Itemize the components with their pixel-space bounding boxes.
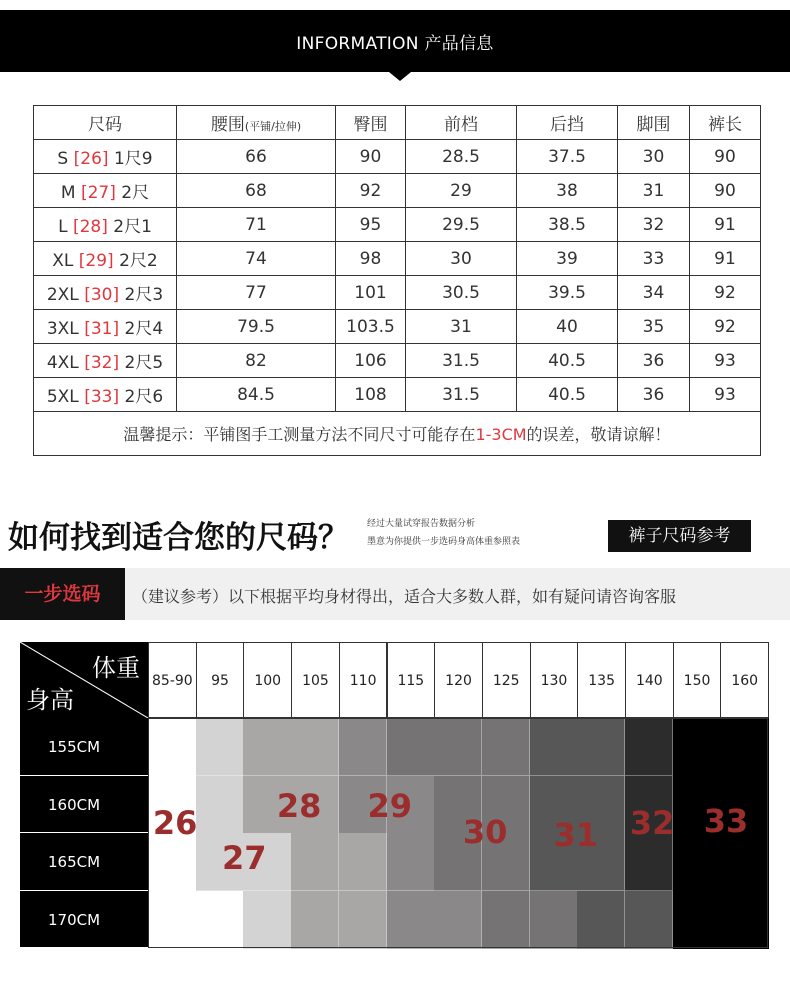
- size-label: 27: [222, 838, 267, 877]
- column-header-label: 尺码: [88, 115, 122, 135]
- header-title: INFORMATION 产品信息: [296, 34, 494, 54]
- measurement-hip: 108: [336, 378, 406, 412]
- column-header: [177, 106, 336, 140]
- measurement-waist: 68: [177, 174, 336, 208]
- table-row: [34, 378, 761, 412]
- measurement-front: 30: [406, 242, 517, 276]
- measurement-waist: 84.5: [177, 378, 336, 412]
- chart-cell: [196, 718, 244, 776]
- table-row: [34, 310, 761, 344]
- chart-cell: [482, 891, 530, 949]
- size-chi: 2尺3: [124, 285, 164, 305]
- size-number: [28]: [72, 217, 108, 237]
- chart-cell: [673, 891, 721, 949]
- size-label: 30: [462, 813, 508, 851]
- measurement-length: 92: [690, 310, 761, 344]
- column-header-label: 臀围: [353, 115, 388, 135]
- size-cell: [34, 208, 177, 242]
- size-chi: 2尺5: [124, 353, 164, 373]
- chart-cell: [243, 718, 291, 776]
- weight-header: 120: [434, 642, 483, 718]
- guide-title: 如何找到适合您的尺码？: [8, 520, 349, 556]
- chart-cell: [720, 718, 768, 776]
- column-header-label: 腰围: [210, 115, 245, 135]
- measurement-foot: 36: [618, 378, 690, 412]
- chart-cell: [673, 718, 721, 776]
- table-note-row: [34, 412, 761, 456]
- header-band: [0, 10, 790, 72]
- size-number: [27]: [80, 183, 116, 203]
- weight-header: 135: [577, 642, 626, 718]
- size-number: [33]: [84, 387, 120, 407]
- size-number: [30]: [84, 285, 120, 305]
- size-label: 31: [553, 815, 599, 854]
- chart-cell: [434, 718, 482, 776]
- size-number: [29]: [78, 251, 114, 271]
- chart-cell: [720, 891, 768, 949]
- measurement-back: 38: [517, 174, 618, 208]
- chart-cell: [148, 891, 196, 949]
- measurement-waist: 71: [177, 208, 336, 242]
- column-header: [336, 106, 406, 140]
- column-header-label: 后挡: [550, 115, 584, 135]
- guide-subtitle-2: 墨意为你提供一步选码身高体重参照表: [367, 537, 521, 547]
- measurement-foot: 31: [618, 174, 690, 208]
- chart-cell: [196, 776, 244, 834]
- chart-cell: [530, 718, 578, 776]
- chart-cell: [387, 833, 435, 891]
- measurement-foot: 36: [618, 344, 690, 378]
- measurement-back: 39: [517, 242, 618, 276]
- note-after: 的误差，敬请谅解！: [526, 425, 671, 444]
- column-header: [690, 106, 761, 140]
- table-row: [34, 242, 761, 276]
- size-number: [32]: [84, 353, 120, 373]
- size-letter: 2XL: [46, 285, 79, 305]
- size-table-header: [34, 106, 761, 140]
- weight-header: 105: [291, 642, 340, 718]
- chart-cell: [339, 833, 387, 891]
- size-chi: 2尺2: [119, 251, 158, 271]
- column-header: [517, 106, 618, 140]
- measurement-front: 31.5: [406, 378, 517, 412]
- measurement-hip: 106: [336, 344, 406, 378]
- size-letter: 4XL: [46, 353, 79, 373]
- size-letter: 3XL: [46, 319, 79, 339]
- chart-cell: [243, 891, 291, 949]
- size-cell: [34, 242, 177, 276]
- chart-cell: [387, 891, 435, 949]
- corner-height-label: 身高: [26, 686, 74, 714]
- measurement-length: 91: [690, 208, 761, 242]
- measurement-length: 90: [690, 140, 761, 174]
- weight-header: 110: [339, 642, 388, 718]
- note-highlight: 1-3CM: [475, 425, 527, 444]
- measurement-front: 30.5: [406, 276, 517, 310]
- measurement-foot: 32: [618, 208, 690, 242]
- header-notch: [389, 72, 411, 81]
- chart-cell: [577, 891, 625, 949]
- chart-cell: [720, 833, 768, 891]
- measurement-length: 93: [690, 344, 761, 378]
- measurement-back: 39.5: [517, 276, 618, 310]
- column-header: [34, 106, 177, 140]
- chart-cell: [530, 891, 578, 949]
- column-header: [618, 106, 690, 140]
- table-row: [34, 140, 761, 174]
- size-number: [31]: [84, 319, 120, 339]
- size-label: 26: [152, 804, 198, 843]
- measurement-foot: 34: [618, 276, 690, 310]
- height-label: 155CM: [20, 718, 148, 776]
- chart-corner: [20, 642, 148, 718]
- measurement-front: 31.5: [406, 344, 517, 378]
- measurement-foot: 33: [618, 242, 690, 276]
- size-cell: [34, 378, 177, 412]
- measurement-waist: 79.5: [177, 310, 336, 344]
- chart-cell: [625, 891, 673, 949]
- weight-header: 160: [720, 642, 769, 718]
- measurement-length: 93: [690, 378, 761, 412]
- measurement-front: 29: [406, 174, 517, 208]
- size-cell: [34, 276, 177, 310]
- column-header-label: 脚围: [636, 115, 671, 135]
- height-label: 170CM: [20, 891, 148, 949]
- chart-cell: [434, 891, 482, 949]
- size-cell: [34, 310, 177, 344]
- chart-cell: [291, 891, 339, 949]
- measurement-length: 90: [690, 174, 761, 208]
- pants-size-ref-label: 裤子尺码参考: [608, 520, 751, 552]
- size-letter: XL: [52, 251, 74, 271]
- size-chi: 2尺6: [124, 387, 164, 407]
- size-label: 33: [703, 801, 749, 840]
- measurement-waist: 82: [177, 344, 336, 378]
- measurement-hip: 92: [336, 174, 406, 208]
- weight-header: 140: [625, 642, 674, 718]
- measurement-front: 28.5: [406, 140, 517, 174]
- chart-cell: [339, 718, 387, 776]
- chart-cell: [625, 718, 673, 776]
- measurement-waist: 74: [177, 242, 336, 276]
- measurement-waist: 66: [177, 140, 336, 174]
- column-header-label: 裤长: [708, 115, 742, 135]
- chart-cell: [291, 833, 339, 891]
- measurement-hip: 103.5: [336, 310, 406, 344]
- size-table: [33, 105, 761, 456]
- chart-cell: [577, 718, 625, 776]
- chart-cell: [148, 718, 196, 776]
- size-letter: S: [57, 149, 69, 169]
- table-row: [34, 276, 761, 310]
- weight-header: 150: [673, 642, 722, 718]
- size-letter: 5XL: [46, 387, 79, 407]
- step-tag: 一步选码: [0, 568, 125, 620]
- height-weight-chart: [20, 642, 768, 948]
- chart-cell: [387, 718, 435, 776]
- measurement-foot: 35: [618, 310, 690, 344]
- size-label: 32: [629, 804, 675, 843]
- measurement-hip: 101: [336, 276, 406, 310]
- measurement-back: 37.5: [517, 140, 618, 174]
- size-cell: [34, 344, 177, 378]
- measurement-back: 40: [517, 310, 618, 344]
- weight-header: 115: [387, 642, 436, 718]
- height-label: 160CM: [20, 776, 148, 834]
- measurement-length: 91: [690, 242, 761, 276]
- measurement-front: 29.5: [406, 208, 517, 242]
- column-header: [406, 106, 517, 140]
- size-chi: 1尺9: [113, 149, 153, 169]
- weight-header: 85-90: [148, 642, 197, 718]
- size-chi: 2尺: [121, 183, 150, 203]
- weight-header: 95: [196, 642, 245, 718]
- measurement-waist: 77: [177, 276, 336, 310]
- weight-header: 125: [482, 642, 531, 718]
- measurement-back: 38.5: [517, 208, 618, 242]
- size-label: 28: [276, 787, 322, 826]
- corner-weight-label: 体重: [92, 654, 140, 682]
- size-number: [26]: [73, 149, 109, 169]
- measurement-foot: 30: [618, 140, 690, 174]
- measurement-hip: 98: [336, 242, 406, 276]
- table-row: [34, 344, 761, 378]
- measurement-length: 92: [690, 276, 761, 310]
- size-cell: [34, 140, 177, 174]
- height-label: 165CM: [20, 833, 148, 891]
- step-text: （建议参考）以下根据平均身材得出，适合大多数人群，如有疑问请咨询客服: [132, 587, 677, 606]
- weight-header: 130: [530, 642, 579, 718]
- measurement-back: 40.5: [517, 378, 618, 412]
- chart-cell: [291, 718, 339, 776]
- column-header-label: 前档: [444, 115, 478, 135]
- measurement-note: [34, 412, 761, 456]
- chart-cell: [482, 718, 530, 776]
- note-before: 温馨提示：平铺图手工测量方法不同尺寸可能存在: [123, 425, 476, 444]
- chart-cell: [339, 891, 387, 949]
- measurement-hip: 95: [336, 208, 406, 242]
- size-chi: 2尺4: [124, 319, 164, 339]
- size-letter: L: [58, 217, 68, 237]
- table-row: [34, 208, 761, 242]
- weight-header: 100: [243, 642, 292, 718]
- size-label: 29: [367, 787, 413, 826]
- chart-cell: [196, 891, 244, 949]
- size-letter: M: [60, 183, 76, 203]
- guide-subtitle-1: 经过大量试穿报告数据分析: [367, 519, 476, 529]
- measurement-hip: 90: [336, 140, 406, 174]
- column-header-note: (平铺/拉伸): [244, 120, 302, 133]
- chart-cell: [673, 833, 721, 891]
- table-row: [34, 174, 761, 208]
- measurement-back: 40.5: [517, 344, 618, 378]
- size-chi: 2尺1: [113, 217, 152, 237]
- size-cell: [34, 174, 177, 208]
- measurement-front: 31: [406, 310, 517, 344]
